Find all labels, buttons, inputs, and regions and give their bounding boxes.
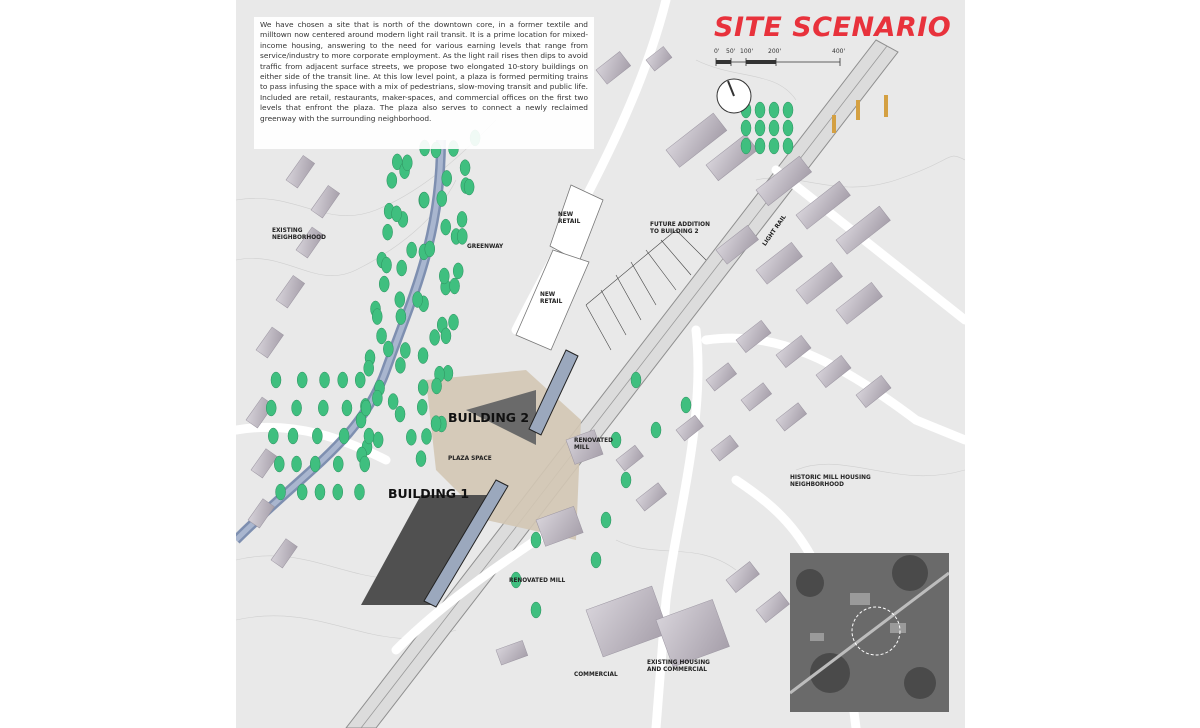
label-existing-neighborhood: EXISTING NEIGHBORHOOD [272, 228, 326, 241]
tree-icon [388, 394, 398, 410]
scale-tick-100: 100' [740, 48, 754, 55]
tree-icon [382, 257, 392, 273]
tree-icon [601, 512, 611, 528]
tree-icon [400, 342, 410, 358]
building-block [706, 363, 737, 391]
tree-icon [769, 120, 779, 136]
tree-icon [274, 456, 284, 472]
tree-icon [364, 428, 374, 444]
label-future-addition: FUTURE ADDITION TO BUILDING 2 [650, 222, 710, 235]
label-renovated-mill-south: RENOVATED MILL [509, 578, 566, 584]
tree-icon [271, 372, 281, 388]
label-building-1: BUILDING 1 [388, 486, 470, 501]
tree-icon [406, 429, 416, 445]
tree-icon [769, 102, 779, 118]
site-plan-board [236, 0, 965, 728]
tree-icon [418, 379, 428, 395]
tree-icon [531, 602, 541, 618]
tree-icon [355, 372, 365, 388]
label-new-retail-north: NEW RETAIL [558, 212, 581, 225]
tree-icon [339, 428, 349, 444]
scale-tick-0: 0' [714, 48, 720, 55]
tree-icon [457, 211, 467, 227]
scale-tick-50: 50' [726, 48, 736, 55]
tree-icon [364, 360, 374, 376]
label-new-retail-south: NEW RETAIL [540, 292, 563, 305]
tree-icon [372, 390, 382, 406]
label-commercial: COMMERCIAL [574, 672, 618, 678]
tree-icon [681, 397, 691, 413]
tree-icon [531, 532, 541, 548]
tree-icon [419, 192, 429, 208]
tree-icon [460, 160, 470, 176]
building-block [311, 185, 340, 218]
tree-icon [783, 138, 793, 154]
tree-icon [397, 260, 407, 276]
tree-icon [379, 276, 389, 292]
tree-icon [783, 102, 793, 118]
building-block [711, 435, 739, 461]
building-block [776, 335, 811, 367]
page-title: SITE SCENARIO [714, 12, 952, 43]
building-block [636, 483, 667, 511]
tree-icon [453, 263, 463, 279]
tree-icon [402, 155, 412, 171]
tree-icon [342, 400, 352, 416]
tree-icon [297, 372, 307, 388]
tree-icon [432, 378, 442, 394]
tree-icon [395, 357, 405, 373]
building-block [251, 449, 277, 478]
tree-icon [377, 328, 387, 344]
tree-icon [741, 120, 751, 136]
tree-icon [783, 120, 793, 136]
tree-icon [755, 102, 765, 118]
tree-icon [421, 428, 431, 444]
label-plaza: PLAZA SPACE [448, 456, 492, 462]
building-block [776, 403, 807, 431]
building-block [836, 282, 883, 324]
label-greenway: GREENWAY [467, 244, 504, 250]
tree-icon [292, 400, 302, 416]
tree-icon [396, 309, 406, 325]
tree-icon [437, 191, 447, 207]
building-block [741, 383, 772, 411]
tree-icon [407, 242, 417, 258]
tree-icon [318, 400, 328, 416]
tree-icon [383, 224, 393, 240]
tree-icon [441, 219, 451, 235]
building-block [616, 445, 644, 471]
tree-icon [333, 456, 343, 472]
tree-icon [315, 484, 325, 500]
tree-icon [360, 456, 370, 472]
building-block [286, 155, 315, 188]
tree-icon [292, 456, 302, 472]
building-block [756, 592, 789, 623]
tree-icon [383, 341, 393, 357]
tree-icon [297, 484, 307, 500]
tree-icon [769, 138, 779, 154]
tree-icon [338, 372, 348, 388]
building-block [256, 327, 284, 358]
tree-icon [450, 278, 460, 294]
tree-icon [276, 484, 286, 500]
tree-icon [395, 406, 405, 422]
tree-icon [439, 268, 449, 284]
tree-icon [621, 472, 631, 488]
tree-icon [320, 372, 330, 388]
tree-icon [413, 292, 423, 308]
tree-icon [354, 484, 364, 500]
tree-icon [417, 399, 427, 415]
label-light-rail: LIGHT RAIL [762, 214, 788, 248]
tree-icon [591, 552, 601, 568]
building-block [496, 640, 528, 665]
building-block [271, 539, 297, 568]
tree-icon [372, 309, 382, 325]
tree-icon [266, 400, 276, 416]
tree-icon [268, 428, 278, 444]
tree-icon [288, 428, 298, 444]
building-block [596, 52, 631, 85]
label-renovated-mill-north: RENOVATED MILL [574, 438, 613, 451]
tree-icon [425, 241, 435, 257]
building-block [796, 262, 843, 304]
tree-icon [333, 484, 343, 500]
aerial-inset-photo [790, 553, 949, 712]
building-block [736, 320, 771, 352]
tree-icon [361, 400, 371, 416]
site-description: We have chosen a site that is north of the downtown core, in a former textile and milltown now centered around modern light rail transit. It is a prime location for mixed-income housing, answering to the need for various earning levels that range from service/industry to more corporate employment. As the light rail rises then dips to avoid traffic from adjacent surface streets, we propose two elongated 10-story buildings on either side of the transit line. At this low level point, a plaza is formed permiting trains to pass infusing the space with a mix of pedestrians, slow-moving transit and public life. Included are retail, restaurants, maker-spaces, and commercial offices on the first two levels that enfront the plaza. The plaza also serves to connect a newly reclaimed greenway with the surrounding neighborhood. [254, 17, 594, 149]
label-historic-mill-housing: HISTORIC MILL HOUSING NEIGHBORHOOD [790, 475, 871, 488]
tree-icon [373, 432, 383, 448]
tree-icon [392, 206, 402, 222]
tree-icon [387, 172, 397, 188]
label-building-2: BUILDING 2 [448, 410, 530, 425]
tree-icon [431, 416, 441, 432]
tree-icon [441, 328, 451, 344]
tree-icon [755, 138, 765, 154]
tree-icon [430, 329, 440, 345]
scale-tick-400: 400' [832, 48, 846, 55]
tree-icon [418, 348, 428, 364]
tree-icon [449, 314, 459, 330]
tree-icon [310, 456, 320, 472]
tree-icon [651, 422, 661, 438]
tree-icon [442, 170, 452, 186]
tree-icon [755, 120, 765, 136]
scale-tick-200: 200' [768, 48, 782, 55]
label-existing-housing: EXISTING HOUSING AND COMMERCIAL [647, 660, 710, 673]
tree-icon [464, 179, 474, 195]
tree-icon [312, 428, 322, 444]
building-block [276, 275, 305, 308]
tree-icon [741, 102, 751, 118]
building-block [836, 206, 890, 254]
tree-icon [741, 138, 751, 154]
tree-icon [457, 228, 467, 244]
tree-icon [395, 292, 405, 308]
tree-icon [416, 451, 426, 467]
building-block [756, 242, 803, 284]
tree-icon [631, 372, 641, 388]
